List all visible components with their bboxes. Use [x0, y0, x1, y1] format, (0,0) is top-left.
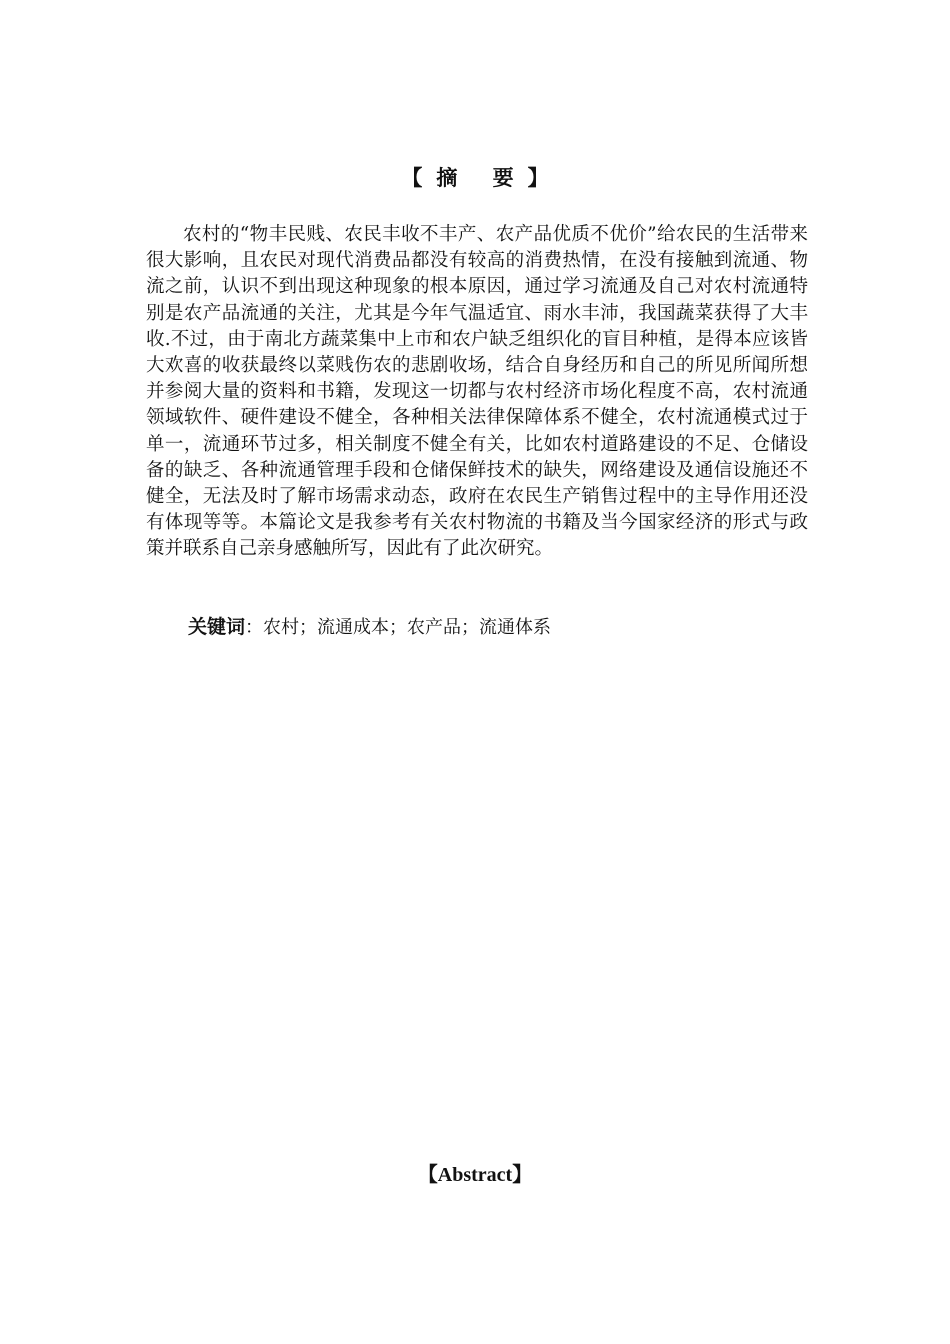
- keywords-line: [188, 612, 551, 639]
- chinese-abstract-heading-text: 【摘 要】: [401, 165, 563, 190]
- chinese-abstract-paragraph: 农村的“物丰民贱、农民丰收不丰产、农产品优质不优价”给农民的生活带来很大影响，且农民对现代消费品都没有较高的消费热情，在没有接触到流通、物流之前，认识不到出现这种现象的根本原因，通过学习流通及自己对农村流通特别是农产品流通的关注，尤其是今年气温适宜、雨水丰沛，我国蔬菜获得了大丰收.不过，由于南北方蔬菜集中上市和农户缺乏组织化的盲目种植，是得本应该皆大欢喜的收获最终以菜贱伤农的悲剧收场，结合自身经历和自己的所见所闻所想并参阅大量的资料和书籍，发现这一切都与农村经济市场化程度不高，农村流通领域软件、硬件建设不健全，各种相关法律保障体系不健全，农村流通模式过于单一，流通环节过多，相关制度不健全有关，比如农村道路建设的不足、仓储设备的缺乏、各种流通管理手段和仓储保鲜技术的缺失，网络建设及通信设施还不健全，无法及时了解市场需求动态，政府在农民生产销售过程中的主导作用还没有体现等等。本篇论文是我参考有关农村物流的书籍及当今国家经济的形式与政策并联系自己亲身感触所写，因此有了此次研究。: [146, 224, 808, 560]
- keywords-separator: ：: [245, 617, 264, 638]
- english-abstract-heading: 【Abstract】: [417, 1164, 533, 1186]
- keywords-label: 关键词: [188, 616, 246, 638]
- chinese-abstract-heading: [0, 162, 950, 192]
- keywords-list: 农村；流通成本；农产品；流通体系: [263, 617, 552, 638]
